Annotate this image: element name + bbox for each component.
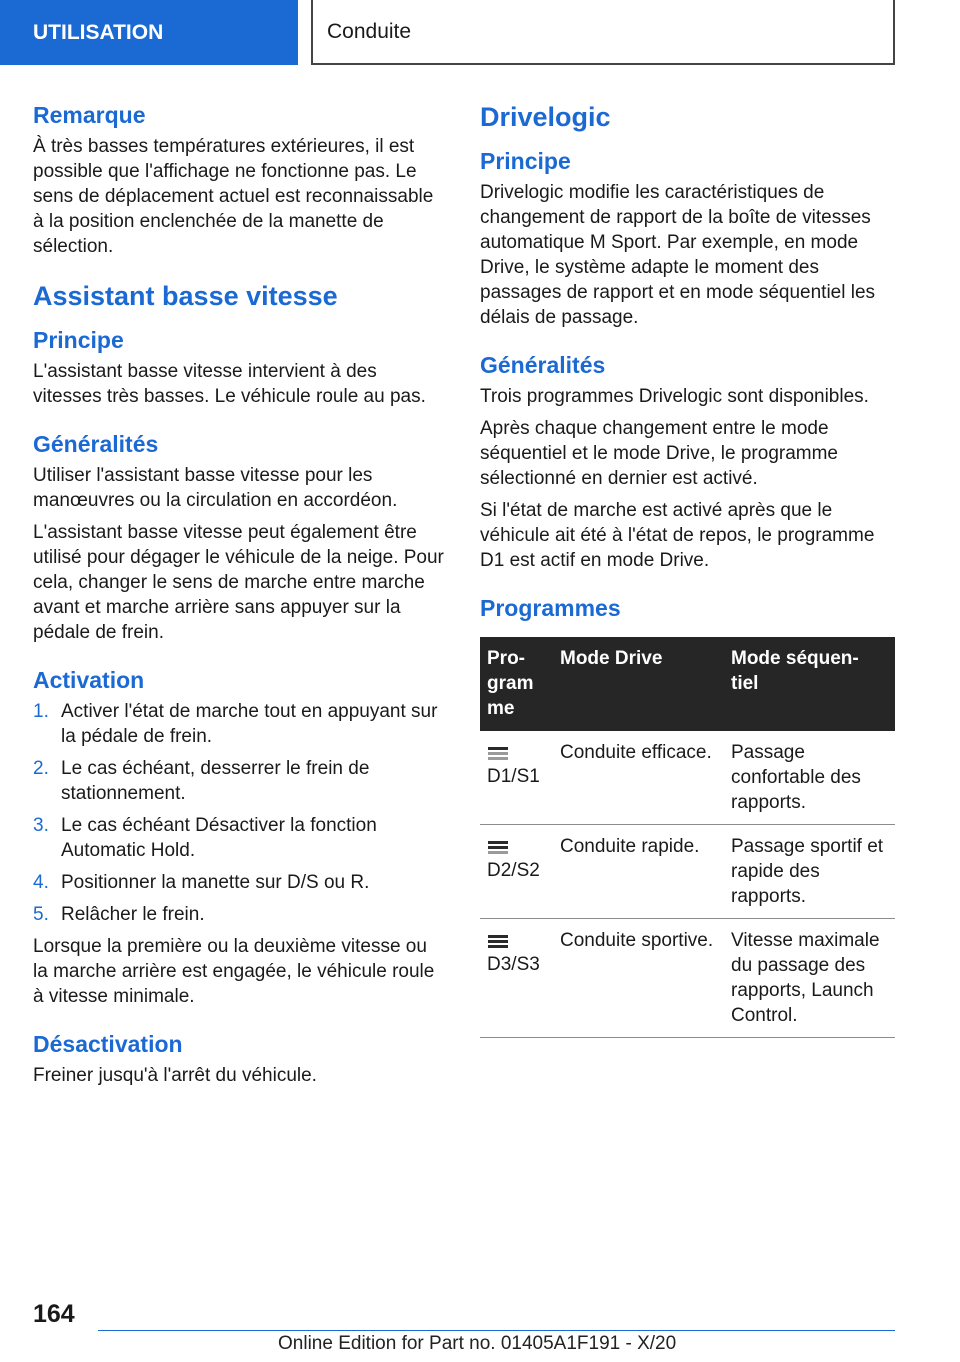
activation-after-text: Lorsque la première ou la deuxième vitesse ou la marche arrière est engagée, le véhicule roule à vitesse minimale. [33, 936, 435, 1007]
step-text: Activer l'état de marche tout en appuyant sur la pédale de frein. [61, 701, 438, 747]
activation-section [33, 665, 445, 1009]
header-section-tab [0, 0, 298, 65]
remarque-section [33, 100, 445, 259]
step-number: 5. [33, 904, 49, 925]
step-text: Relâcher le frein. [61, 904, 205, 925]
table-row [480, 731, 895, 825]
mode-drive-cell: Conduite rapide. [553, 825, 724, 919]
assistant-generalites-heading: Généralités [33, 431, 159, 457]
assistant-generalites-p2: L'assistant basse vitesse peut également être utilisé pour dégager le véhicule de la neige. Pour cela, changer le sens de marche entre marche avant et marche arrière sans appuyer sur la pédale de frein. [33, 522, 444, 643]
assistant-principe-heading: Principe [33, 327, 124, 353]
activation-step [33, 813, 445, 863]
page-number: 164 [33, 1300, 75, 1328]
right-column [480, 100, 895, 1038]
drivelogic-2-bars-icon [487, 834, 509, 856]
drivelogic-generalites-section [480, 350, 895, 573]
table-header-row [480, 637, 895, 731]
programme-label: D1/S1 [487, 766, 540, 787]
assistant-principe-text: L'assistant basse vitesse intervient à des vitesses très basses. Le véhicule roule au pas. [33, 361, 426, 407]
header-chapter-label: Conduite [327, 19, 412, 43]
programmes-table [480, 637, 895, 1038]
drivelogic-heading: Drivelogic [480, 102, 611, 132]
step-number: 2. [33, 758, 49, 779]
activation-step [33, 699, 445, 749]
mode-drive-cell: Conduite sportive. [553, 919, 724, 1038]
drivelogic-1-bar-icon [487, 740, 509, 762]
remarque-heading: Remarque [33, 102, 146, 128]
activation-step [33, 902, 445, 927]
desactivation-text: Freiner jusqu'à l'arrêt du véhicule. [33, 1065, 317, 1086]
assistant-generalites-section [33, 429, 445, 645]
drivelogic-generalites-p1: Trois programmes Drivelogic sont disponibles. [480, 386, 869, 407]
table-row [480, 919, 895, 1038]
step-number: 4. [33, 872, 49, 893]
header-section-label: UTILISATION [33, 20, 164, 44]
assistant-heading: Assistant basse vitesse [33, 281, 338, 311]
drivelogic-generalites-heading: Généralités [480, 352, 606, 378]
programme-label: D2/S2 [487, 860, 540, 881]
column-header-mode-sequentiel: Mode séquen- tiel [724, 637, 895, 731]
drivelogic-principe-text: Drivelogic modifie les caractéristiques de changement de rapport de la boîte de vitesses automatique M Sport. Par exemple, en mode Drive, le système adapte le moment des passages de rapport et en mode séquentiel les délais de passage. [480, 182, 876, 328]
column-header-mode-drive: Mode Drive [553, 637, 724, 731]
header-chapter-box [311, 0, 895, 65]
step-number: 1. [33, 701, 49, 722]
mode-sequentiel-cell: Vitesse maximale du passage des rapports, Launch Control. [724, 919, 895, 1038]
programme-cell [480, 731, 553, 825]
step-text: Le cas échéant, desserrer le frein de stationnement. [61, 758, 370, 804]
activation-heading: Activation [33, 667, 145, 693]
activation-step [33, 756, 445, 806]
drivelogic-generalites-p2: Après chaque changement entre le mode séquentiel et le mode Drive, le programme sélectionné en dernier est activé. [480, 418, 839, 489]
step-number: 3. [33, 815, 49, 836]
desactivation-heading: Désactivation [33, 1031, 183, 1057]
programmes-heading: Programmes [480, 595, 621, 621]
programme-label: D3/S3 [487, 954, 540, 975]
programme-cell [480, 825, 553, 919]
column-header-programme: Pro- gram me [480, 637, 553, 731]
mode-sequentiel-cell: Passage confortable des rapports. [724, 731, 895, 825]
activation-step [33, 870, 445, 895]
assistant-principe-section [33, 325, 445, 409]
desactivation-section [33, 1029, 445, 1088]
footer-edition-text: Online Edition for Part no. 01405A1F191 - X/20 [278, 1333, 677, 1354]
drivelogic-principe-section [480, 146, 895, 330]
mode-sequentiel-cell: Passage sportif et rapide des rapports. [724, 825, 895, 919]
step-text: Le cas échéant Désactiver la fonction Automatic Hold. [61, 815, 377, 861]
left-column [33, 100, 445, 1108]
programme-cell [480, 919, 553, 1038]
step-text: Positionner la manette sur D/S ou R. [61, 872, 370, 893]
activation-steps [33, 699, 445, 927]
drivelogic-generalites-p3: Si l'état de marche est activé après que le véhicule ait été à l'état de repos, le programme D1 est actif en mode Drive. [480, 500, 875, 571]
table-row [480, 825, 895, 919]
drivelogic-3-bars-icon [487, 928, 509, 950]
remarque-text: À très basses températures extérieures, il est possible que l'affichage ne fonctionne pas. Le sens de déplacement actuel est reconnaissable à la position enclenchée de la manette de sélection. [33, 136, 434, 257]
mode-drive-cell: Conduite efficace. [553, 731, 724, 825]
assistant-generalites-p1: Utiliser l'assistant basse vitesse pour les manœuvres ou la circulation en accordéon. [33, 465, 398, 511]
drivelogic-principe-heading: Principe [480, 148, 571, 174]
programmes-section [480, 593, 895, 1038]
